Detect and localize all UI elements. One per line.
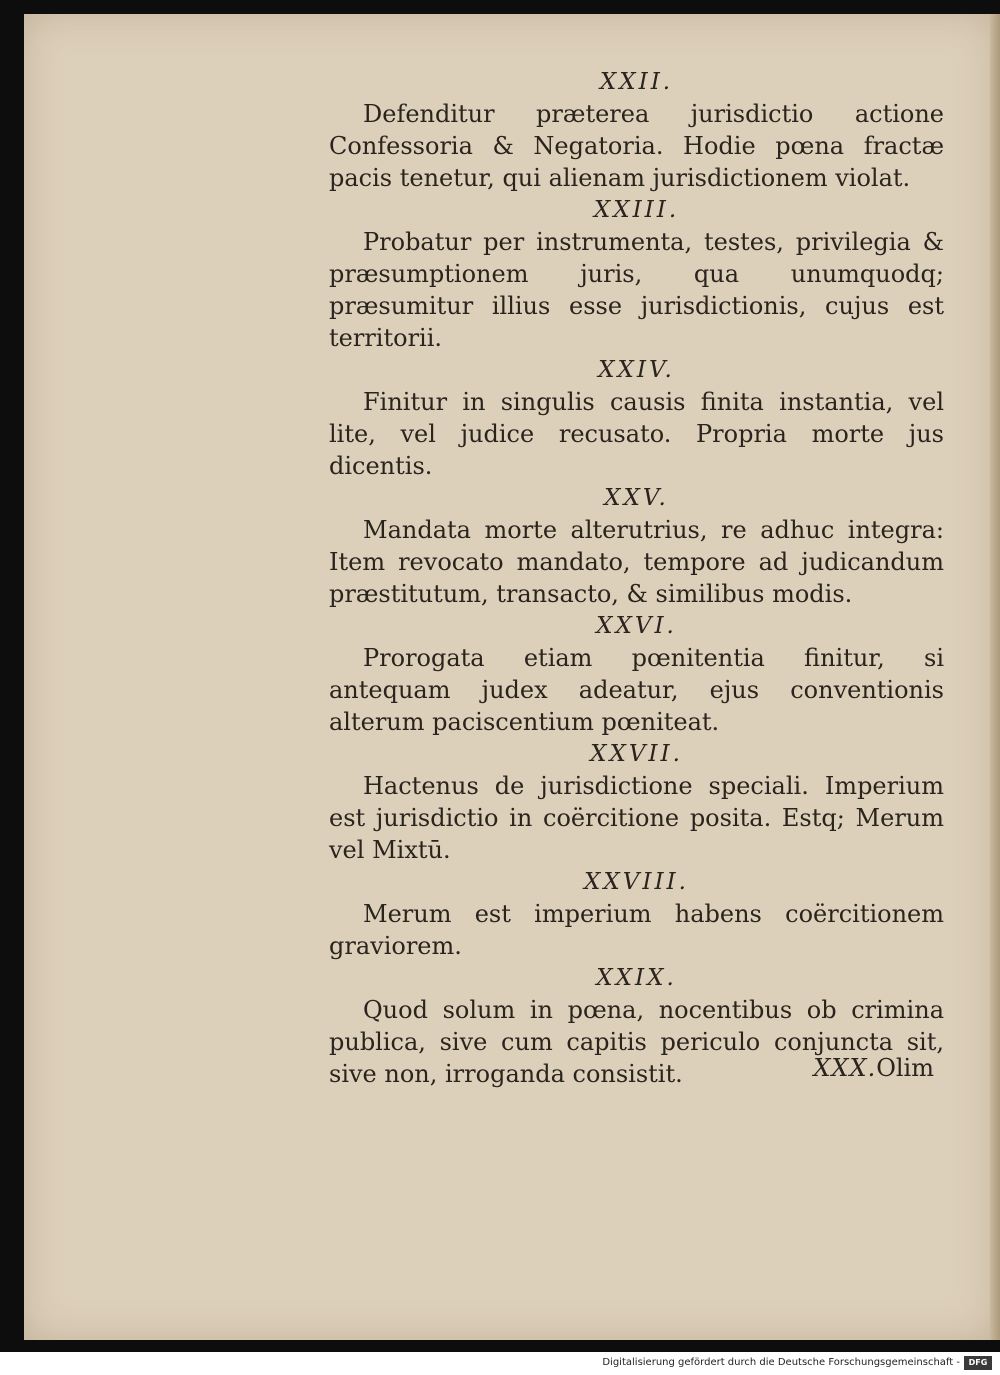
section-paragraph: Prorogata etiam pœnitentia finitur, si antequam judex adeatur, ejus conventionis alterum paciscentium pœniteat. xyxy=(329,644,944,736)
section-heading: XXIII. xyxy=(593,197,680,223)
section-paragraph: Mandata morte alterutrius, re adhuc integra: Item revocato mandato, tempore ad judicandum præstitutum, transacto, & similibus modis. xyxy=(329,516,944,608)
funding-notice: Digitalisierung gefördert durch die Deutsche Forschungsgemeinschaft - xyxy=(602,1357,960,1368)
section-paragraph: Finitur in singulis causis finita instantia, vel lite, vel judice recusato. Propria morte jus dicentis. xyxy=(329,388,944,480)
section-heading: XXVI. xyxy=(596,613,677,639)
section-paragraph: Quod solum in pœna, nocentibus ob crimina publica, sive cum capitis periculo conjuncta sit, sive non, irroganda consistit. xyxy=(329,996,944,1088)
section-paragraph: Hactenus de jurisdictione speciali. Imperium est jurisdictio in coërcitione posita. Estq; Merum vel Mixtū. xyxy=(329,772,944,864)
catchword-numeral: XXX. xyxy=(813,1054,877,1082)
text-block xyxy=(329,66,944,1090)
catchword xyxy=(813,1054,934,1082)
section-paragraph: Probatur per instrumenta, testes, privilegia & præsumptionem juris, qua unumquodq; præsumitur illius esse jurisdictionis, cujus est territorii. xyxy=(329,228,944,352)
catchword-word: Olim xyxy=(876,1054,934,1082)
section-heading: XXVII. xyxy=(590,741,683,767)
section-heading: XXV. xyxy=(604,485,669,511)
section-paragraph: Defenditur præterea jurisdictio actione Confessoria & Negatoria. Hodie pœna fractæ pacis tenetur, qui alienam jurisdictionem violat. xyxy=(329,100,944,192)
book-page xyxy=(24,14,994,1340)
section-heading: XXIV. xyxy=(598,357,675,383)
funding-footer xyxy=(0,1352,1000,1375)
section-heading: XXII. xyxy=(599,69,674,95)
dfg-logo: DFG xyxy=(964,1356,992,1370)
section-heading: XXIX. xyxy=(596,965,677,991)
page-edge xyxy=(990,14,1000,1340)
section-heading: XXVIII. xyxy=(584,869,689,895)
section-paragraph: Merum est imperium habens coërcitionem graviorem. xyxy=(329,900,944,960)
